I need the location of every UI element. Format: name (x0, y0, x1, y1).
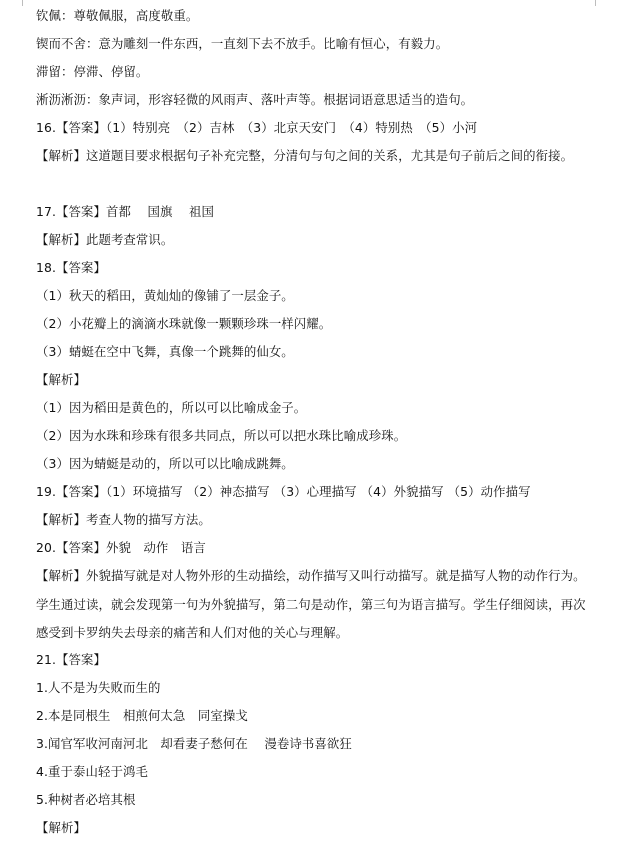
analysis-16: 【解析】这道题目要求根据句子补充完整，分清句与句之间的关系，尤其是句子前后之间的衔接。 (36, 148, 574, 163)
page-corner-mark-right (595, 0, 596, 6)
analysis-20: 【解析】外貌描写就是对人物外形的生动描绘，动作描写又叫行动描写。就是描写人物的动作行为。学生通过读，就会发现第一句为外貌描写，第二句是动作，第三句为语言描写。学生仔细阅读，再次感受到卡罗纳失去母亲的痛苦和人们对他的关心与理解。 (36, 568, 586, 640)
analysis-19: 【解析】考查人物的描写方法。 (36, 512, 211, 527)
answer-18-item: （2）小花瓣上的滴滴水珠就像一颗颗珍珠一样闪耀。 (36, 316, 332, 331)
answer-18-heading: 18.【答案】 (36, 260, 106, 275)
analysis-17: 【解析】此题考查常识。 (36, 232, 174, 247)
definition-line: 锲而不舍：意为雕刻一件东西，一直刻下去不放手。比喻有恒心，有毅力。 (36, 36, 449, 51)
page-corner-mark-left (22, 0, 23, 6)
answer-21-item: 5.种树者必培其根 (36, 792, 136, 807)
analysis-18-item: （1）因为稻田是黄色的，所以可以比喻成金子。 (36, 400, 307, 415)
answer-21-item: 3.闻官军收河南河北 却看妻子愁何在 漫卷诗书喜欲狂 (36, 736, 352, 751)
definition-line: 钦佩：尊敬佩服，高度敬重。 (36, 8, 199, 23)
answer-18-item: （1）秋天的稻田，黄灿灿的像铺了一层金子。 (36, 288, 294, 303)
answer-18-item: （3）蜻蜓在空中飞舞，真像一个跳舞的仙女。 (36, 344, 294, 359)
answer-17: 17.【答案】首都 国旗 祖国 (36, 204, 214, 219)
answer-20: 20.【答案】外貌 动作 语言 (36, 540, 206, 555)
analysis-18-item: （2）因为水珠和珍珠有很多共同点，所以可以把水珠比喻成珍珠。 (36, 428, 407, 443)
answer-21-heading: 21.【答案】 (36, 652, 106, 667)
analysis-18-heading: 【解析】 (36, 372, 86, 387)
definition-line: 滞留：停滞、停留。 (36, 64, 149, 79)
answer-21-item: 4.重于泰山轻于鸿毛 (36, 764, 148, 779)
answer-16: 16.【答案】（1）特别亮 （2）吉林 （3）北京天安门 （4）特别热 （5）小河 (36, 120, 478, 135)
answer-21-item: 2.本是同根生 相煎何太急 同室操戈 (36, 708, 248, 723)
analysis-21-heading: 【解析】 (36, 820, 86, 835)
answer-21-item: 1.人不是为失败而生的 (36, 680, 161, 695)
analysis-18-item: （3）因为蜻蜓是动的，所以可以比喻成跳舞。 (36, 456, 294, 471)
definition-line: 淅沥淅沥：象声词，形容轻微的风雨声、落叶声等。根据词语意思适当的造句。 (36, 92, 474, 107)
answer-19: 19.【答案】（1）环境描写 （2）神态描写 （3）心理描写 （4）外貌描写 （5）动作描写 (36, 484, 531, 499)
